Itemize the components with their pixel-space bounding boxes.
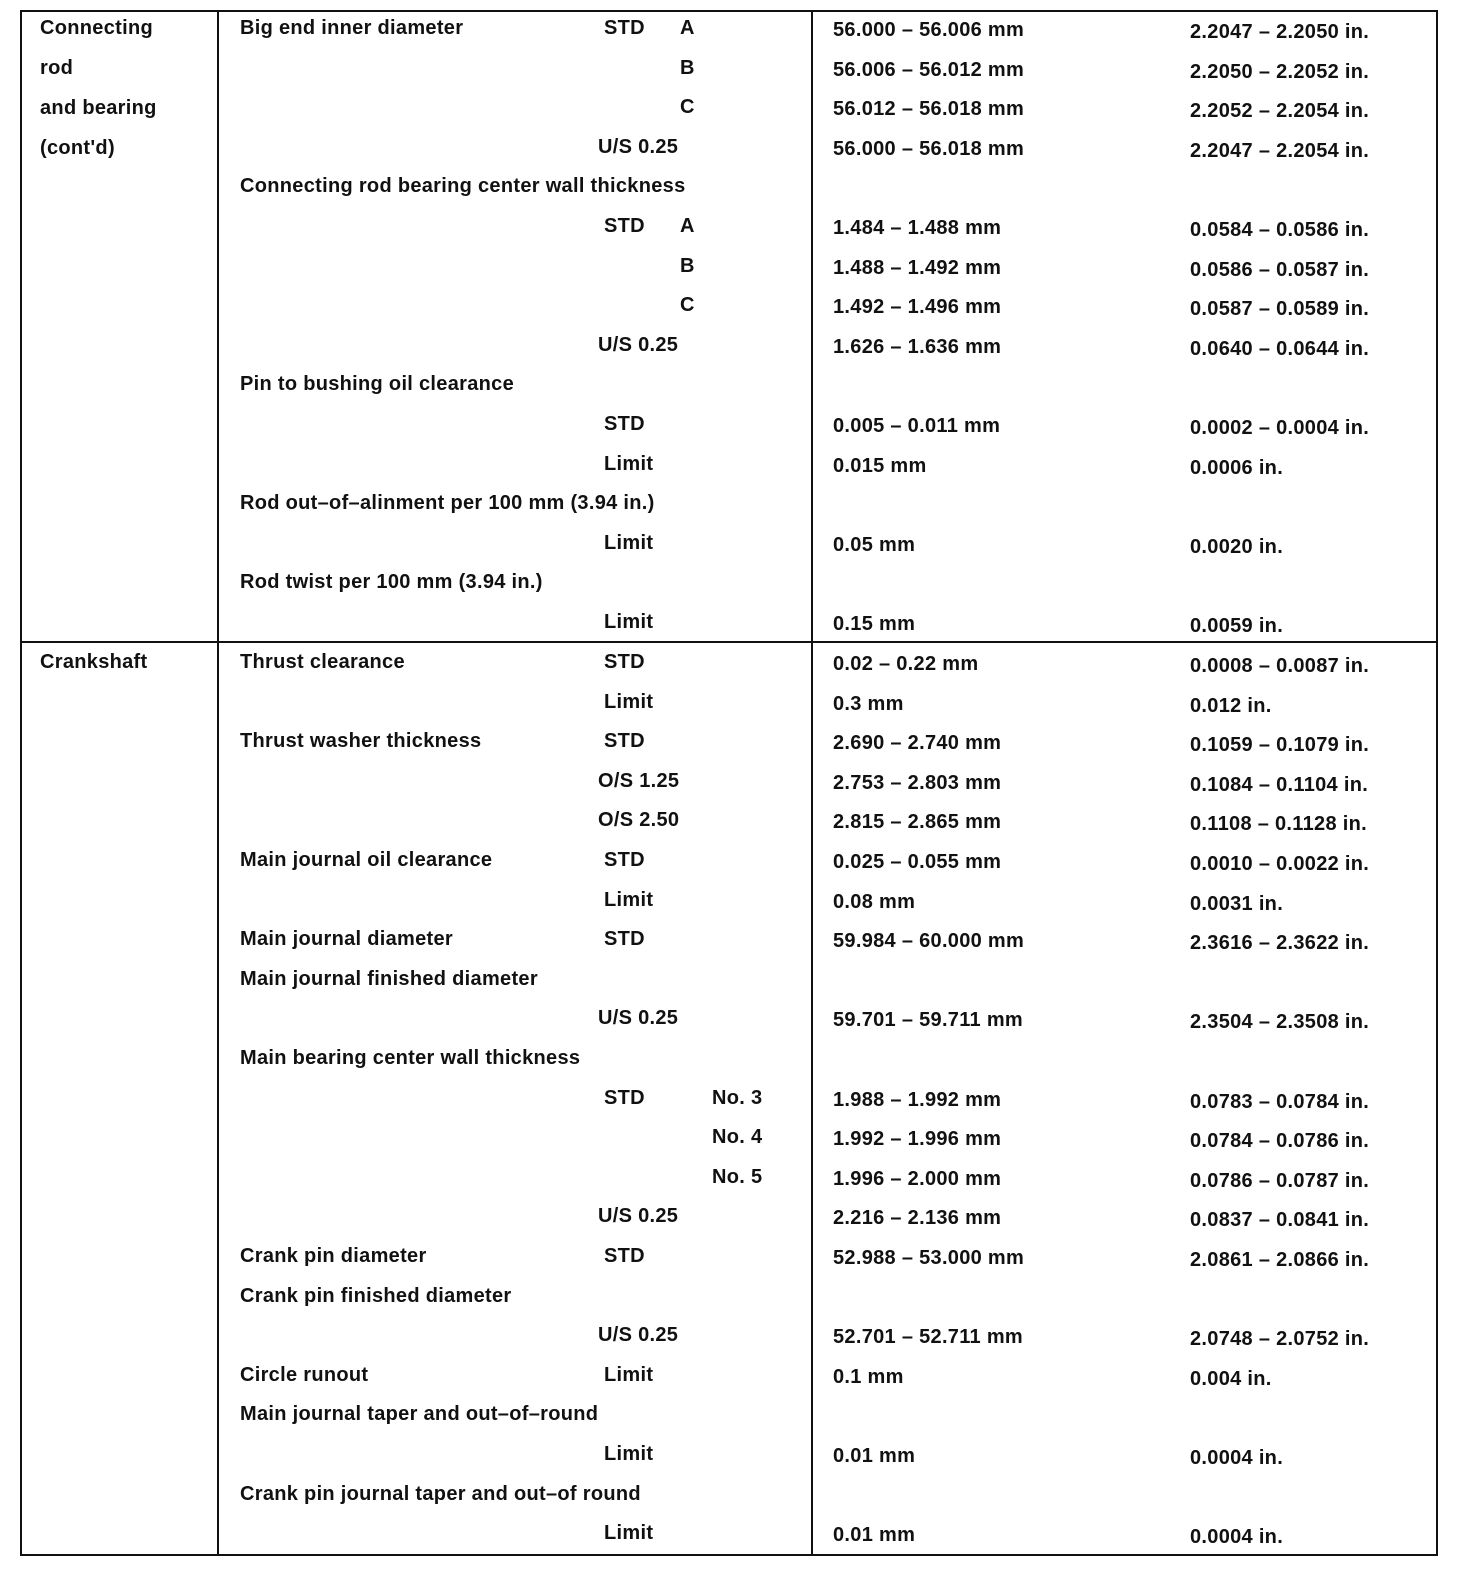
spec-condition: Limit: [604, 889, 654, 911]
value-mm: 0.15 mm: [833, 613, 916, 635]
item-name: Circle runout: [240, 1364, 369, 1386]
value-inch: 0.0837 – 0.0841 in.: [1190, 1209, 1370, 1231]
section-divider: [20, 641, 1438, 643]
section-title-line: (cont'd): [40, 137, 115, 159]
value-mm: 1.988 – 1.992 mm: [833, 1089, 1002, 1111]
value-inch: 0.0020 in.: [1190, 536, 1284, 558]
spec-condition: STD: [604, 1087, 645, 1109]
item-name: Crank pin diameter: [240, 1245, 427, 1267]
spec-condition: Limit: [604, 1522, 654, 1544]
spec-subcondition: No. 3: [712, 1087, 763, 1109]
column-divider-section: [217, 10, 219, 1556]
spec-condition: STD: [604, 1245, 645, 1267]
value-inch: 2.3504 – 2.3508 in.: [1190, 1011, 1370, 1033]
item-name: Crank pin journal taper and out–of round: [240, 1483, 641, 1505]
value-mm: 52.701 – 52.711 mm: [833, 1326, 1023, 1348]
value-mm: 2.216 – 2.136 mm: [833, 1207, 1002, 1229]
spec-condition: STD: [604, 928, 645, 950]
spec-condition: STD: [604, 413, 645, 435]
spec-condition: U/S 0.25: [598, 136, 679, 158]
spec-subcondition: No. 4: [712, 1126, 763, 1148]
spec-condition: O/S 2.50: [598, 809, 680, 831]
spec-condition: Limit: [604, 453, 654, 475]
value-inch: 2.0748 – 2.0752 in.: [1190, 1328, 1370, 1350]
spec-condition: U/S 0.25: [598, 1324, 679, 1346]
section-title-line: Crankshaft: [40, 651, 148, 673]
spec-condition: STD: [604, 17, 645, 39]
spec-condition: STD: [604, 849, 645, 871]
item-name: Pin to bushing oil clearance: [240, 373, 515, 395]
spec-subcondition: C: [680, 294, 695, 316]
value-inch: 0.0786 – 0.0787 in.: [1190, 1170, 1370, 1192]
value-inch: 0.0006 in.: [1190, 457, 1284, 479]
value-inch: 0.0059 in.: [1190, 615, 1284, 637]
item-name: Rod out–of–alinment per 100 mm (3.94 in.): [240, 492, 655, 514]
value-mm: 0.02 – 0.22 mm: [833, 653, 979, 675]
value-mm: 0.05 mm: [833, 534, 916, 556]
value-mm: 0.025 – 0.055 mm: [833, 851, 1002, 873]
value-inch: 0.0640 – 0.0644 in.: [1190, 338, 1370, 360]
item-name: Rod twist per 100 mm (3.94 in.): [240, 571, 543, 593]
value-inch: 0.0010 – 0.0022 in.: [1190, 853, 1370, 875]
spec-condition: STD: [604, 215, 645, 237]
spec-subcondition: B: [680, 255, 695, 277]
value-mm: 1.484 – 1.488 mm: [833, 217, 1002, 239]
value-inch: 0.012 in.: [1190, 695, 1272, 717]
item-name: Big end inner diameter: [240, 17, 464, 39]
value-mm: 56.006 – 56.012 mm: [833, 59, 1025, 81]
spec-condition: Limit: [604, 611, 654, 633]
spec-condition: Limit: [604, 691, 654, 713]
value-inch: 0.0031 in.: [1190, 893, 1284, 915]
item-name: Main journal taper and out–of–round: [240, 1403, 599, 1425]
value-mm: 0.005 – 0.011 mm: [833, 415, 1001, 437]
value-mm: 0.08 mm: [833, 891, 916, 913]
value-inch: 0.0004 in.: [1190, 1526, 1284, 1548]
value-inch: 0.0587 – 0.0589 in.: [1190, 298, 1370, 320]
spec-subcondition: B: [680, 57, 695, 79]
value-mm: 0.1 mm: [833, 1366, 904, 1388]
value-inch: 0.0783 – 0.0784 in.: [1190, 1091, 1370, 1113]
value-mm: 56.000 – 56.006 mm: [833, 19, 1025, 41]
value-inch: 0.0584 – 0.0586 in.: [1190, 219, 1370, 241]
value-mm: 0.01 mm: [833, 1445, 916, 1467]
spec-subcondition: C: [680, 96, 695, 118]
item-name: Connecting rod bearing center wall thickness: [240, 175, 686, 197]
value-inch: 2.3616 – 2.3622 in.: [1190, 932, 1370, 954]
spec-condition: U/S 0.25: [598, 1205, 679, 1227]
spec-condition: Limit: [604, 1443, 654, 1465]
column-divider-values: [811, 10, 813, 1556]
item-name: Crank pin finished diameter: [240, 1285, 512, 1307]
value-mm: 2.753 – 2.803 mm: [833, 772, 1002, 794]
value-inch: 0.1084 – 0.1104 in.: [1190, 774, 1369, 796]
spec-subcondition: A: [680, 17, 695, 39]
value-mm: 0.01 mm: [833, 1524, 916, 1546]
spec-condition: Limit: [604, 1364, 654, 1386]
value-mm: 1.626 – 1.636 mm: [833, 336, 1002, 358]
value-inch: 2.2047 – 2.2054 in.: [1190, 140, 1370, 162]
item-name: Thrust clearance: [240, 651, 405, 673]
value-mm: 59.701 – 59.711 mm: [833, 1009, 1023, 1031]
item-name: Main bearing center wall thickness: [240, 1047, 581, 1069]
value-mm: 2.815 – 2.865 mm: [833, 811, 1002, 833]
value-inch: 2.2047 – 2.2050 in.: [1190, 21, 1370, 43]
spec-condition: U/S 0.25: [598, 1007, 679, 1029]
item-name: Main journal oil clearance: [240, 849, 493, 871]
value-inch: 0.0586 – 0.0587 in.: [1190, 259, 1370, 281]
value-inch: 2.2050 – 2.2052 in.: [1190, 61, 1370, 83]
value-inch: 0.1059 – 0.1079 in.: [1190, 734, 1370, 756]
value-mm: 59.984 – 60.000 mm: [833, 930, 1025, 952]
item-name: Thrust washer thickness: [240, 730, 482, 752]
spec-subcondition: A: [680, 215, 695, 237]
section-title-line: and bearing: [40, 97, 157, 119]
value-inch: 0.0004 in.: [1190, 1447, 1284, 1469]
value-mm: 2.690 – 2.740 mm: [833, 732, 1002, 754]
section-title-line: Connecting: [40, 17, 153, 39]
spec-condition: O/S 1.25: [598, 770, 680, 792]
value-inch: 0.0008 – 0.0087 in.: [1190, 655, 1370, 677]
spec-condition: U/S 0.25: [598, 334, 679, 356]
value-mm: 1.492 – 1.496 mm: [833, 296, 1002, 318]
value-inch: 2.2052 – 2.2054 in.: [1190, 100, 1370, 122]
value-inch: 0.1108 – 0.1128 in.: [1190, 813, 1367, 835]
value-mm: 1.992 – 1.996 mm: [833, 1128, 1002, 1150]
value-inch: 0.0002 – 0.0004 in.: [1190, 417, 1370, 439]
value-mm: 1.488 – 1.492 mm: [833, 257, 1002, 279]
spec-subcondition: No. 5: [712, 1166, 763, 1188]
value-mm: 52.988 – 53.000 mm: [833, 1247, 1025, 1269]
spec-condition: Limit: [604, 532, 654, 554]
spec-condition: STD: [604, 651, 645, 673]
item-name: Main journal finished diameter: [240, 968, 538, 990]
item-name: Main journal diameter: [240, 928, 454, 950]
value-mm: 56.000 – 56.018 mm: [833, 138, 1025, 160]
value-mm: 0.015 mm: [833, 455, 927, 477]
section-title-line: rod: [40, 57, 74, 79]
value-mm: 56.012 – 56.018 mm: [833, 98, 1025, 120]
spec-condition: STD: [604, 730, 645, 752]
value-inch: 2.0861 – 2.0866 in.: [1190, 1249, 1370, 1271]
value-inch: 0.004 in.: [1190, 1368, 1272, 1390]
value-mm: 0.3 mm: [833, 693, 904, 715]
value-inch: 0.0784 – 0.0786 in.: [1190, 1130, 1370, 1152]
value-mm: 1.996 – 2.000 mm: [833, 1168, 1002, 1190]
